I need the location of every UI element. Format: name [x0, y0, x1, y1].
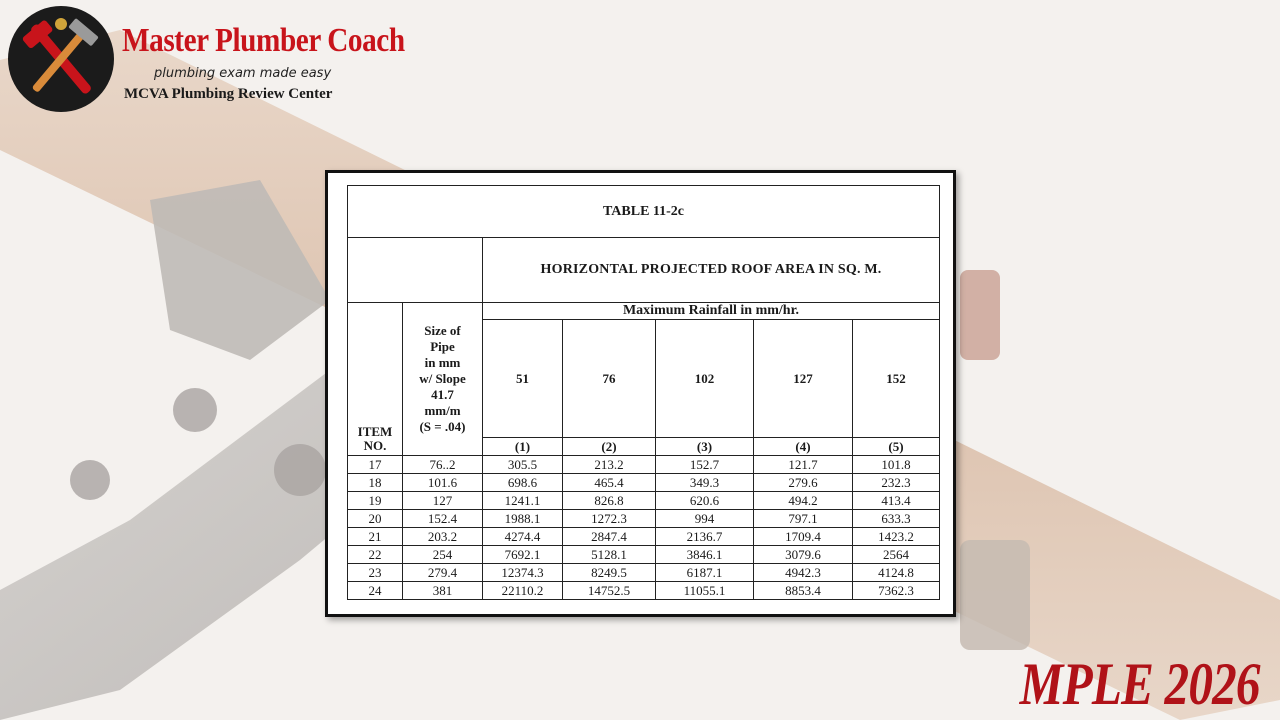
- cell: 7692.1: [483, 546, 563, 564]
- cell: 1241.1: [483, 492, 563, 510]
- cell: 4942.3: [754, 564, 853, 582]
- size-label-line: mm/m: [424, 403, 461, 418]
- table-row: [348, 546, 940, 564]
- size-label-line: Pipe: [430, 339, 455, 354]
- size-label-line: w/ Slope: [419, 371, 466, 386]
- cell: 22110.2: [483, 582, 563, 600]
- cell: 6187.1: [656, 564, 754, 582]
- cell: 1423.2: [853, 528, 940, 546]
- cell: 101.6: [403, 474, 483, 492]
- cell: 4124.8: [853, 564, 940, 582]
- table-row: [348, 528, 940, 546]
- cell: 1272.3: [563, 510, 656, 528]
- pipe-size-header: [403, 303, 483, 456]
- table-frame: [325, 170, 956, 617]
- item-no-header: [348, 303, 403, 456]
- cell: 633.3: [853, 510, 940, 528]
- cell: 17: [348, 456, 403, 474]
- size-label-line: in mm: [424, 355, 461, 370]
- cell: 4274.4: [483, 528, 563, 546]
- cell: 22: [348, 546, 403, 564]
- cell: 2136.7: [656, 528, 754, 546]
- cell: 3079.6: [754, 546, 853, 564]
- cell: 620.6: [656, 492, 754, 510]
- col-index: (3): [656, 438, 754, 456]
- item-label-line: NO.: [363, 438, 387, 453]
- cell: 18: [348, 474, 403, 492]
- cell: 413.4: [853, 492, 940, 510]
- cell: 203.2: [403, 528, 483, 546]
- cell: 14752.5: [563, 582, 656, 600]
- rainfall-col-header: 76: [563, 320, 656, 438]
- exam-year-tag: MPLE 2026: [1020, 651, 1260, 717]
- cell: 2847.4: [563, 528, 656, 546]
- table-row: [348, 474, 940, 492]
- brand-name: Master Plumber Coach: [122, 22, 405, 59]
- cell: 1988.1: [483, 510, 563, 528]
- cell: 279.6: [754, 474, 853, 492]
- rainfall-col-header: 51: [483, 320, 563, 438]
- logo-emblem: [8, 6, 114, 112]
- col-index: (2): [563, 438, 656, 456]
- cell: 121.7: [754, 456, 853, 474]
- cell: 23: [348, 564, 403, 582]
- cell: 465.4: [563, 474, 656, 492]
- cell: 12374.3: [483, 564, 563, 582]
- table-row: [348, 564, 940, 582]
- cell: 101.8: [853, 456, 940, 474]
- size-label-line: (S = .04): [419, 419, 466, 434]
- cell: 5128.1: [563, 546, 656, 564]
- cell: 8853.4: [754, 582, 853, 600]
- table-header-empty: [348, 238, 483, 303]
- cell: 381: [403, 582, 483, 600]
- cell: 21: [348, 528, 403, 546]
- table-row: [348, 510, 940, 528]
- cell: 76..2: [403, 456, 483, 474]
- cell: 152.4: [403, 510, 483, 528]
- cell: 232.3: [853, 474, 940, 492]
- max-rainfall-header: Maximum Rainfall in mm/hr.: [483, 303, 940, 320]
- cell: 24: [348, 582, 403, 600]
- cell: 494.2: [754, 492, 853, 510]
- cell: 698.6: [483, 474, 563, 492]
- col-index: (4): [754, 438, 853, 456]
- brand-tagline: plumbing exam made easy: [154, 66, 332, 81]
- table-title: TABLE 11-2c: [348, 186, 940, 238]
- cell: 127: [403, 492, 483, 510]
- cell: 349.3: [656, 474, 754, 492]
- cell: 19: [348, 492, 403, 510]
- cell: 826.8: [563, 492, 656, 510]
- cell: 279.4: [403, 564, 483, 582]
- cell: 7362.3: [853, 582, 940, 600]
- cell: 254: [403, 546, 483, 564]
- col-index: (1): [483, 438, 563, 456]
- rainfall-col-header: 102: [656, 320, 754, 438]
- table-row: [348, 582, 940, 600]
- rainfall-col-header: 127: [754, 320, 853, 438]
- cell: 994: [656, 510, 754, 528]
- roof-area-table: [347, 185, 940, 600]
- item-label-line: ITEM: [357, 424, 393, 439]
- logo: [8, 6, 405, 116]
- cell: 213.2: [563, 456, 656, 474]
- cell: 152.7: [656, 456, 754, 474]
- cell: 11055.1: [656, 582, 754, 600]
- cell: 2564: [853, 546, 940, 564]
- size-label-line: 41.7: [431, 387, 454, 402]
- wrench-hammer-icon: [8, 6, 114, 112]
- table-row: [348, 456, 940, 474]
- cell: 20: [348, 510, 403, 528]
- cell: 1709.4: [754, 528, 853, 546]
- review-center-name: MCVA Plumbing Review Center: [124, 86, 333, 102]
- table-heading: HORIZONTAL PROJECTED ROOF AREA IN SQ. M.: [483, 238, 940, 303]
- col-index: (5): [853, 438, 940, 456]
- cell: 305.5: [483, 456, 563, 474]
- size-label-line: Size of: [424, 323, 461, 338]
- cell: 797.1: [754, 510, 853, 528]
- cell: 3846.1: [656, 546, 754, 564]
- table-row: [348, 492, 940, 510]
- rainfall-col-header: 152: [853, 320, 940, 438]
- cell: 8249.5: [563, 564, 656, 582]
